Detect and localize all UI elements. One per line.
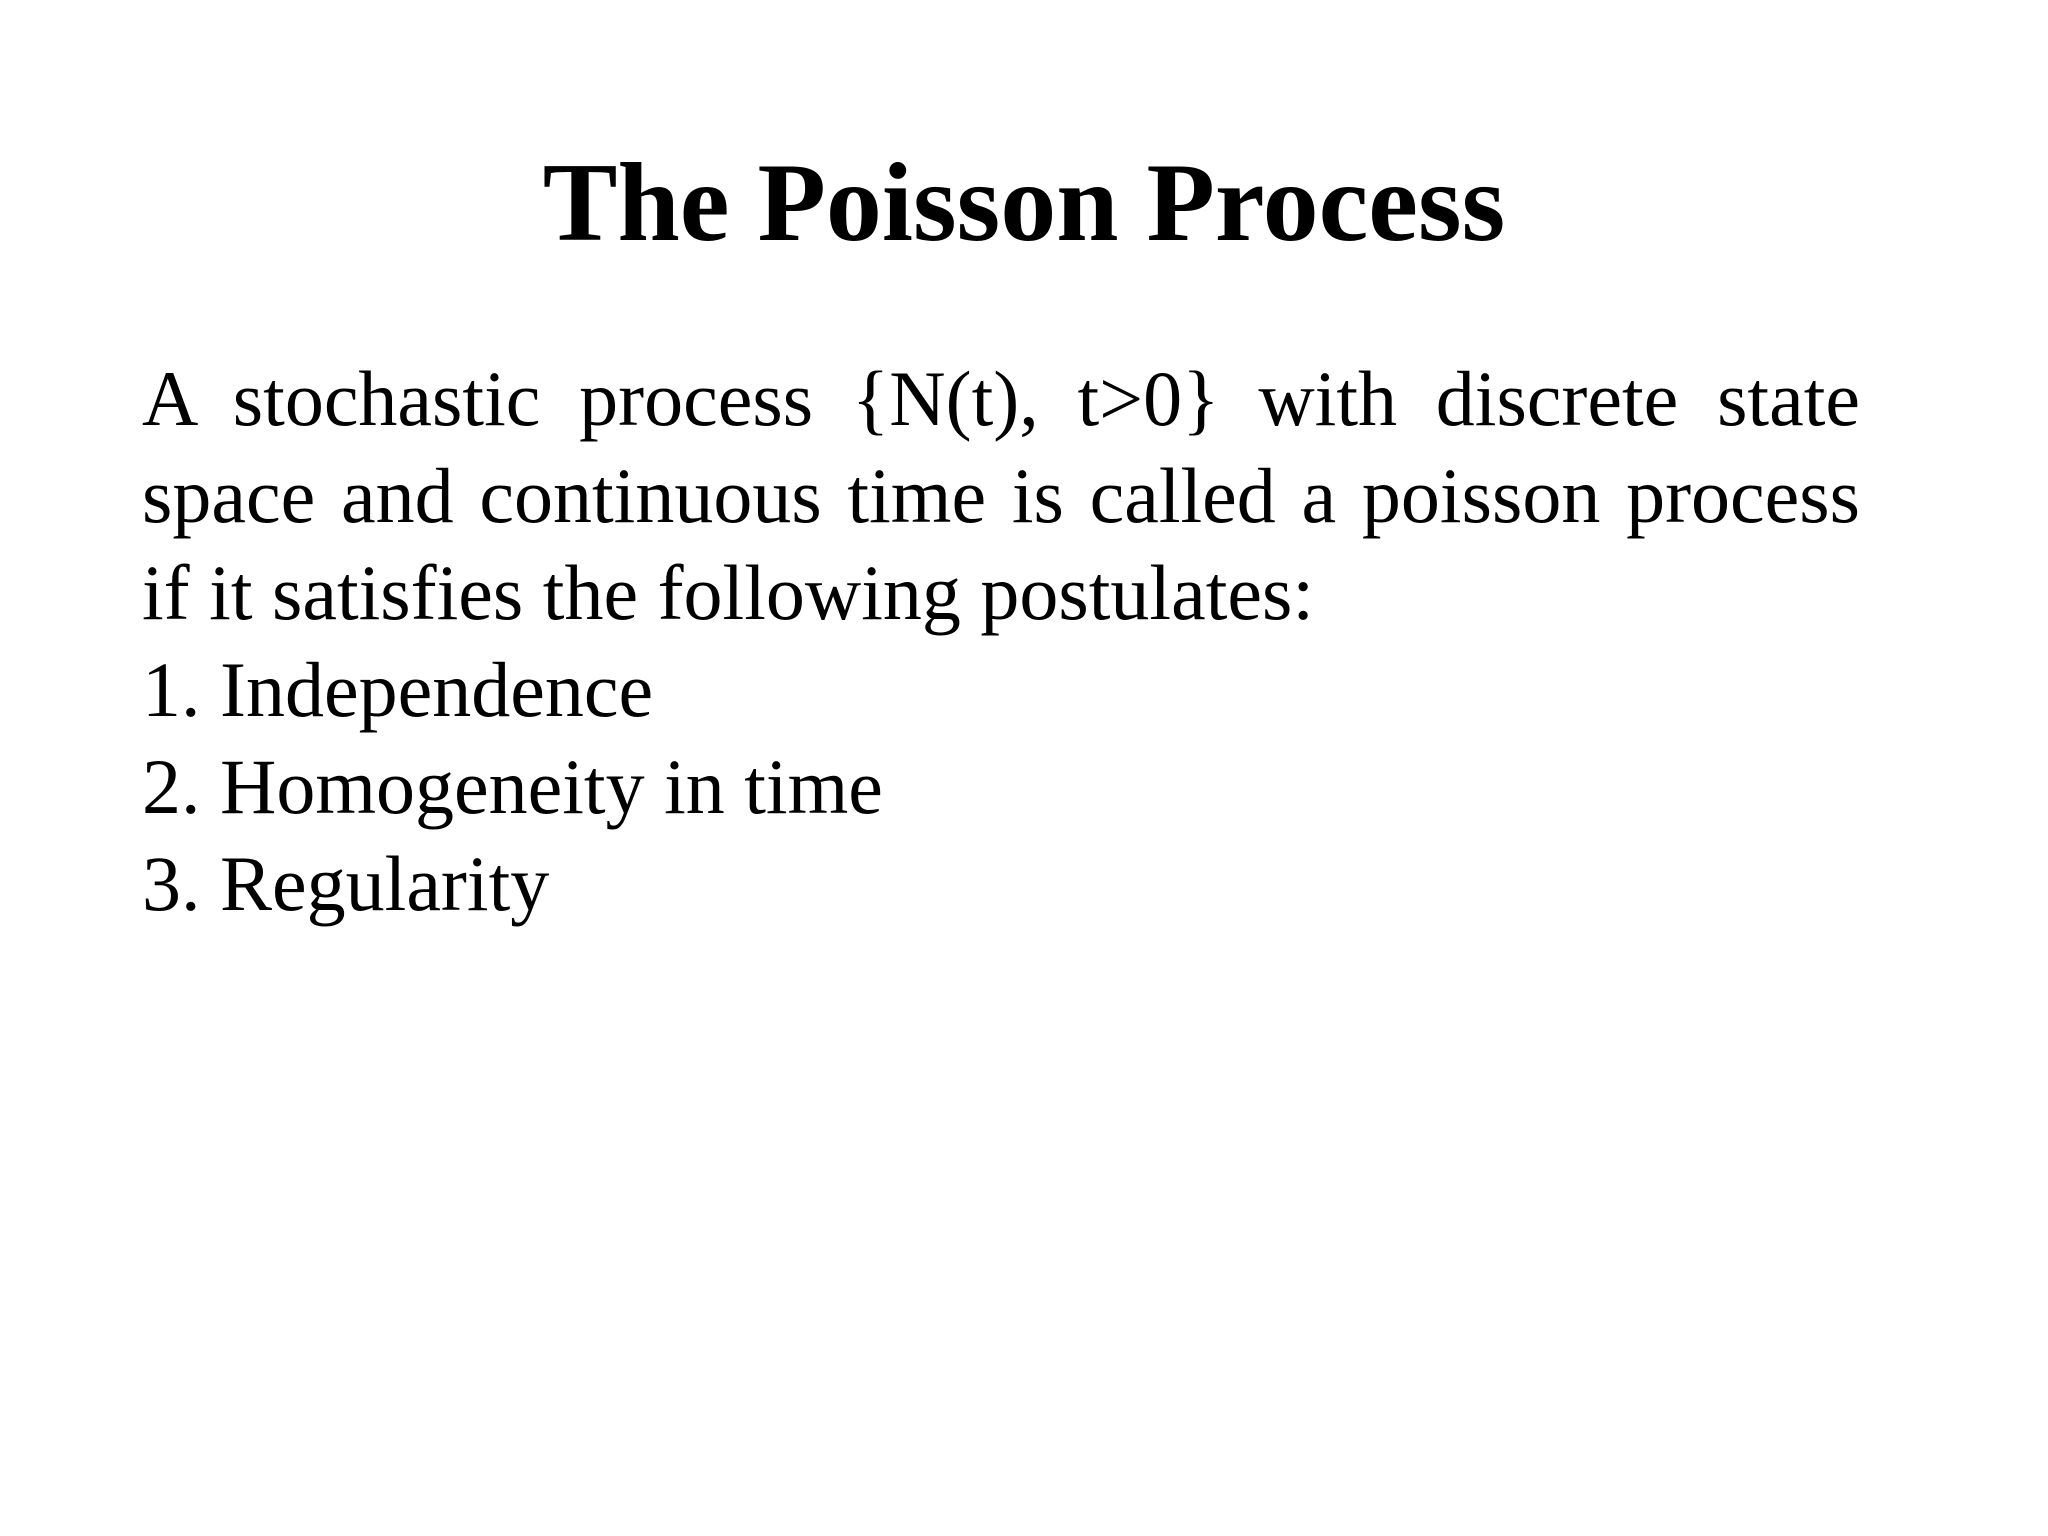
postulate-item-regularity: 3. Regularity xyxy=(142,840,550,927)
definition-paragraph: A stochastic process {N(t), t>0} with discrete state space and continuous time is called a poisson process if it satisfies the following postulates: xyxy=(142,355,1860,636)
slide-body xyxy=(142,350,1860,932)
postulate-item-homogeneity: 2. Homogeneity in time xyxy=(142,743,883,830)
slide-title: The Poisson Process xyxy=(542,141,1506,265)
postulate-item-independence: 1. Independence xyxy=(142,646,654,733)
postulates-list xyxy=(142,641,1860,932)
